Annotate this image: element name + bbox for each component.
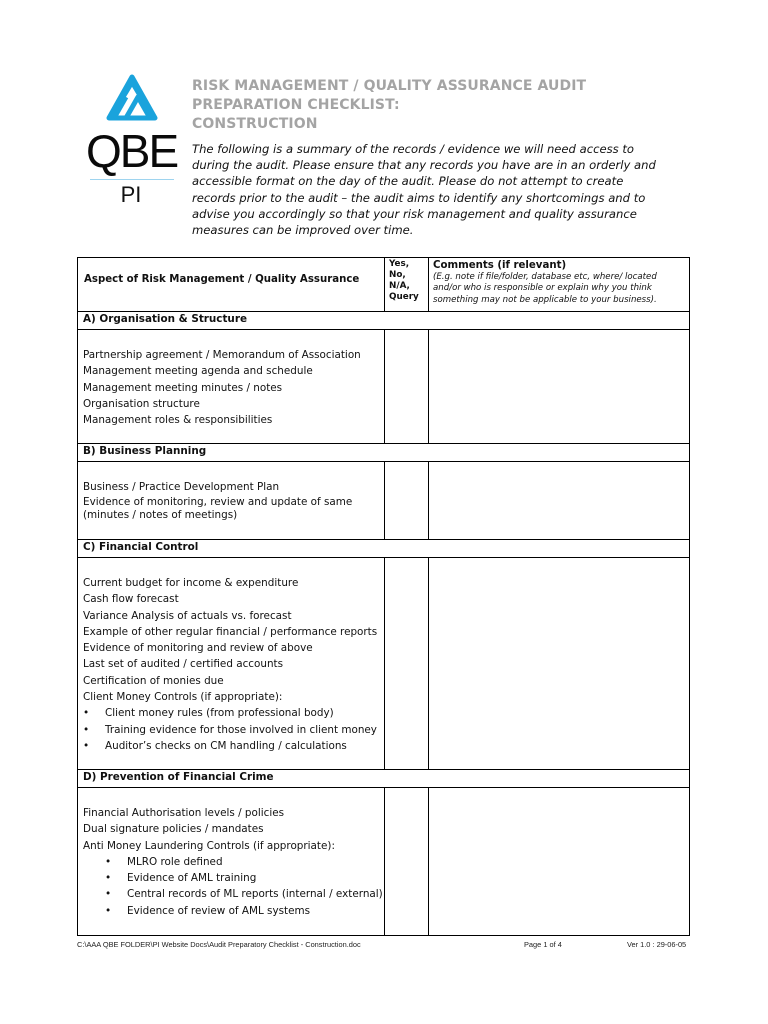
list-item: Cash flow forecast — [83, 593, 179, 606]
logo-brand: QBE — [86, 125, 178, 177]
bullet-item: • Central records of ML reports (internal / external) — [83, 886, 379, 902]
section-title: A) Organisation & Structure — [78, 312, 690, 330]
list-item: Financial Authorisation levels / policies — [83, 807, 285, 819]
header-comments-title: Comments (if relevant) — [433, 260, 567, 271]
section-b-list — [78, 462, 385, 540]
list-item: Example of other regular financial / performance reports — [83, 625, 378, 638]
table-header-row — [78, 258, 690, 312]
list-item: Dual signature policies / mandates — [83, 823, 264, 836]
yes-no-cell[interactable] — [385, 330, 429, 444]
yes-no-cell[interactable] — [385, 788, 429, 936]
note-line: (E.g. note if file/folder, database etc, where/ located — [433, 272, 657, 282]
title-line-1: RISK MANAGEMENT / QUALITY ASSURANCE AUDIT — [192, 78, 587, 94]
list-item: Evidence of monitoring, review and update of same (minutes / notes of meetings) — [83, 496, 353, 522]
header-comments-note — [433, 272, 685, 306]
list-item: Business / Practice Development Plan — [83, 481, 280, 493]
document-title — [192, 77, 672, 134]
section-b-items — [78, 462, 690, 540]
list-item: Organisation structure — [83, 397, 200, 410]
header-aspect: Aspect of Risk Management / Quality Assurance — [78, 258, 385, 312]
intro-line: records prior to the audit – the audit aims to identify any shortcomings and to — [192, 190, 646, 205]
header-comments — [429, 258, 690, 312]
list-item: Current budget for income & expenditure — [83, 577, 299, 589]
list-item: Management meeting agenda and schedule — [83, 365, 313, 378]
header-query: Query — [389, 292, 419, 302]
section-c-header — [78, 540, 690, 558]
logo-sub: PI — [120, 182, 142, 207]
list-item: Client Money Controls (if appropriate): — [83, 691, 283, 704]
checklist-table — [77, 257, 690, 936]
section-c-list — [78, 558, 385, 770]
section-d-list — [78, 788, 385, 936]
header-na: N/A, — [389, 281, 410, 291]
note-line: and/or who is responsible or explain why you think — [433, 283, 652, 294]
comments-cell[interactable] — [429, 558, 690, 770]
intro-line: accessible format on the day of the audit. Please do not attempt to create — [192, 174, 624, 189]
list-item: Partnership agreement / Memorandum of Association — [83, 349, 361, 361]
list-item: Management meeting minutes / notes — [83, 381, 283, 394]
bullet-item: • MLRO role defined — [83, 854, 379, 870]
intro-line: measures can be improved over time. — [192, 223, 414, 238]
section-d-items — [78, 788, 690, 936]
list-item: Certification of monies due — [83, 674, 224, 687]
section-a-header — [78, 312, 690, 330]
intro-line: advise you accordingly so that your risk management and quality assurance — [192, 206, 637, 221]
logo-divider — [90, 179, 174, 180]
bullet-item: • Client money rules (from professional body) — [83, 705, 379, 721]
bullet-item: • Evidence of review of AML systems — [83, 903, 379, 919]
section-b-header — [78, 444, 690, 462]
section-d-header — [78, 770, 690, 788]
list-item: Management roles & responsibilities — [83, 414, 273, 427]
list-item: Anti Money Laundering Controls (if appropriate): — [83, 839, 335, 852]
intro-line: during the audit. Please ensure that any records you have are in an orderly and — [192, 158, 656, 173]
bullet-item: • Training evidence for those involved in client money — [83, 722, 379, 738]
section-a-list — [78, 330, 385, 444]
list-item: Evidence of monitoring and review of above — [83, 642, 313, 655]
title-line-3: CONSTRUCTION — [192, 116, 318, 132]
footer-page-number: Page 1 of 4 — [524, 940, 562, 949]
section-title: C) Financial Control — [78, 540, 690, 558]
comments-cell[interactable] — [429, 462, 690, 540]
yes-no-cell[interactable] — [385, 462, 429, 540]
qbe-logo-icon — [106, 74, 158, 126]
bullet-item: • Auditor’s checks on CM handling / calculations — [83, 738, 379, 754]
header-yes: Yes, — [389, 259, 410, 269]
title-line-2: PREPARATION CHECKLIST: — [192, 97, 400, 113]
list-item: Variance Analysis of actuals vs. forecast — [83, 609, 292, 622]
list-item: Last set of audited / certified accounts — [83, 658, 284, 671]
bullet-item: • Evidence of AML training — [83, 870, 379, 886]
footer-file-path: C:\AAA QBE FOLDER\PI Website Docs\Audit Preparatory Checklist - Construction.doc — [77, 940, 361, 949]
section-a-items — [78, 330, 690, 444]
intro-line: The following is a summary of the records / evidence we will need access to — [192, 142, 634, 156]
comments-cell[interactable] — [429, 788, 690, 936]
section-c-items — [78, 558, 690, 770]
footer-version: Ver 1.0 : 29-06-05 — [627, 940, 687, 949]
comments-cell[interactable] — [429, 330, 690, 444]
intro-paragraph — [192, 141, 692, 238]
section-title: D) Prevention of Financial Crime — [78, 770, 690, 788]
yes-no-cell[interactable] — [385, 558, 429, 770]
section-title: B) Business Planning — [78, 444, 690, 462]
note-line: something may not be applicable to your business). — [433, 294, 657, 305]
header-yes-no — [385, 258, 429, 312]
header-no: No, — [389, 270, 406, 280]
